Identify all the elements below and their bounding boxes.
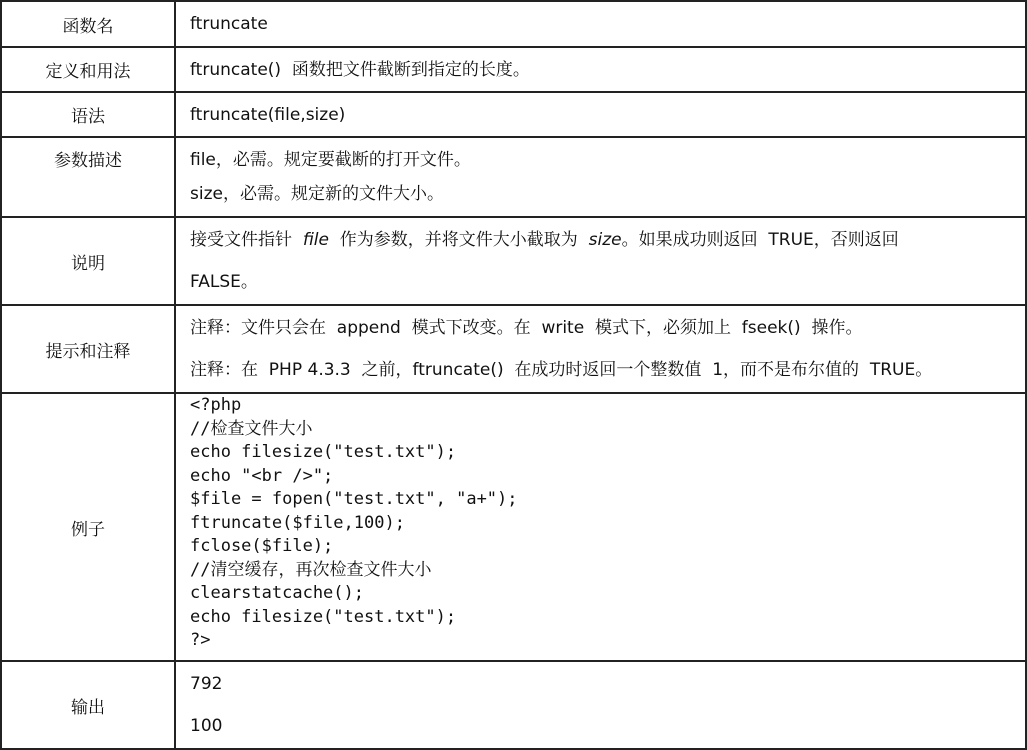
code-line: clearstatcache(); bbox=[190, 583, 364, 603]
param-size: size，必需。规定新的文件大小。 bbox=[190, 184, 444, 204]
row-parameters bbox=[1, 137, 1026, 217]
code-line: ftruncate($file,100); bbox=[190, 512, 405, 533]
row-syntax bbox=[1, 92, 1026, 137]
note-line-1: 注释：文件只会在 append 模式下改变。在 write 模式下，必须加上 fseek() 操作。 bbox=[190, 318, 863, 338]
row-description bbox=[1, 217, 1026, 305]
label-parameters: 参数描述 bbox=[1, 137, 175, 217]
label-output: 输出 bbox=[1, 661, 175, 749]
code-line: ?> bbox=[190, 630, 211, 650]
label-syntax: 语法 bbox=[1, 92, 175, 137]
label-definition: 定义和用法 bbox=[1, 47, 175, 92]
code-line: echo filesize("test.txt"); bbox=[190, 606, 457, 627]
description-text-a: 接受文件指针 bbox=[190, 230, 303, 250]
label-example: 例子 bbox=[1, 393, 175, 661]
row-output bbox=[1, 661, 1026, 749]
note-line-2: 注释：在 PHP 4.3.3 之前，ftruncate() 在成功时返回一个整数值 1，而不是布尔值的 TRUE。 bbox=[190, 360, 933, 380]
value-notes bbox=[175, 305, 1026, 393]
code-line: <?php bbox=[190, 395, 242, 415]
definition-text: ftruncate() 函数把文件截断到指定的长度。 bbox=[190, 59, 530, 80]
row-function-name bbox=[1, 1, 1026, 47]
output-line-1: 792 bbox=[190, 674, 223, 694]
row-example bbox=[1, 393, 1026, 661]
code-line: //检查文件大小 bbox=[190, 418, 313, 439]
code-line: echo filesize("test.txt"); bbox=[190, 442, 457, 462]
code-line: $file = fopen("test.txt", "a+"); bbox=[190, 489, 518, 509]
description-size-term: size bbox=[588, 230, 622, 250]
description-text-c: 。如果成功则返回 TRUE，否则返回 bbox=[621, 230, 899, 250]
param-file: file，必需。规定要截断的打开文件。 bbox=[190, 150, 471, 170]
code-line: //清空缓存，再次检查文件大小 bbox=[190, 559, 432, 580]
description-line-1 bbox=[190, 219, 1025, 261]
description-line-2: FALSE。 bbox=[190, 272, 258, 292]
description-file-term: file bbox=[302, 230, 329, 250]
code-line: fclose($file); bbox=[190, 536, 334, 556]
output-line-2: 100 bbox=[190, 716, 223, 736]
value-definition bbox=[175, 47, 1026, 92]
value-example bbox=[175, 393, 1026, 661]
row-notes bbox=[1, 305, 1026, 393]
label-function-name: 函数名 bbox=[1, 1, 175, 47]
value-description bbox=[175, 217, 1026, 305]
label-notes: 提示和注释 bbox=[1, 305, 175, 393]
label-description: 说明 bbox=[1, 217, 175, 305]
value-parameters bbox=[175, 137, 1026, 217]
code-line: echo "<br />"; bbox=[190, 465, 334, 486]
description-text-b: 作为参数，并将文件大小截取为 bbox=[328, 230, 589, 250]
value-output bbox=[175, 661, 1026, 749]
value-function-name: ftruncate bbox=[175, 1, 1026, 47]
value-syntax: ftruncate(file,size) bbox=[175, 92, 1026, 137]
row-definition bbox=[1, 47, 1026, 92]
